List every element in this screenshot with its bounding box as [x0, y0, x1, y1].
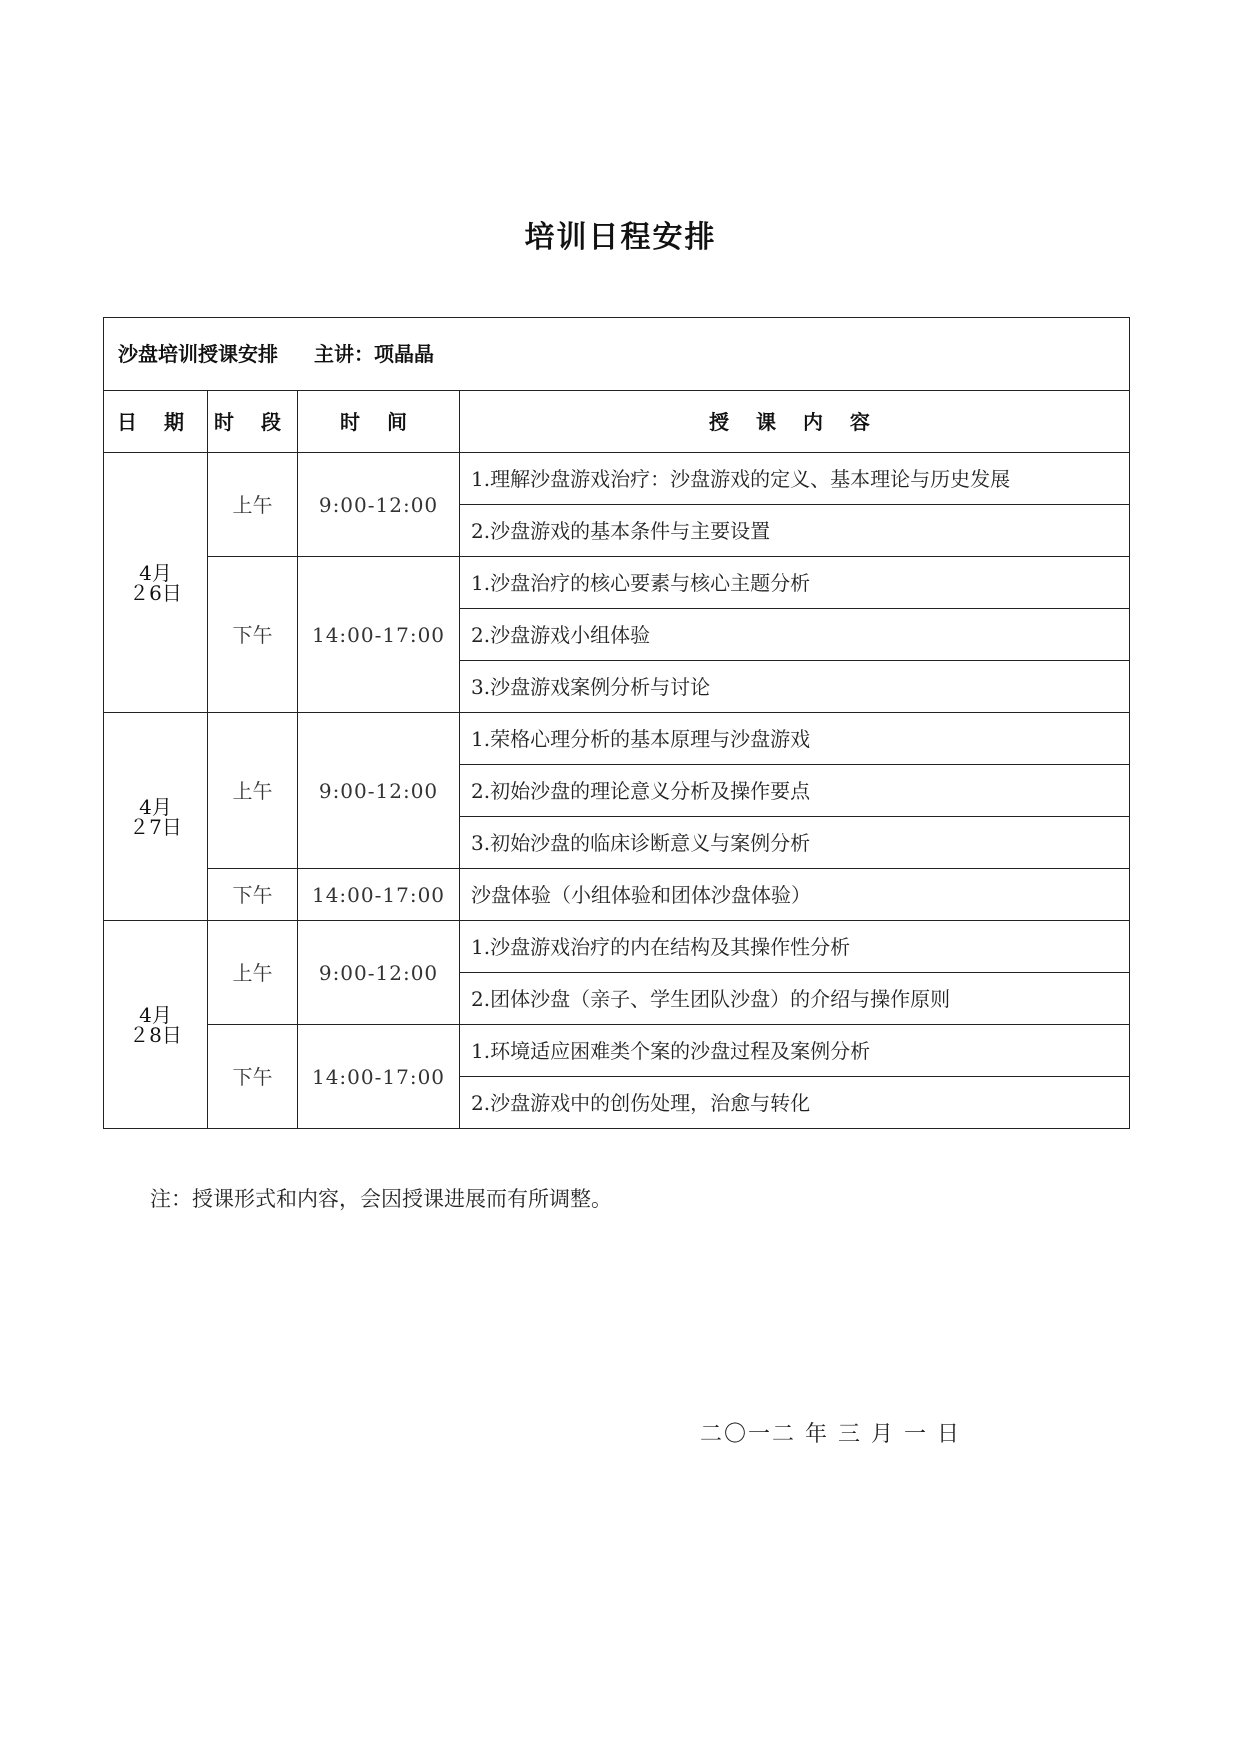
table-row	[104, 869, 1130, 921]
table-row	[104, 921, 1130, 973]
period-cell: 上午	[208, 921, 298, 1025]
table-row	[104, 1025, 1130, 1077]
header-content: 授 课 内 容	[460, 391, 1130, 453]
time-cell: 9:00-12:00	[298, 453, 460, 557]
time-cell: 14:00-17:00	[298, 869, 460, 921]
footnote: 注：授课形式和内容，会因授课进展而有所调整。	[150, 1187, 612, 1211]
course-name: 沙盘培训授课安排	[118, 342, 278, 366]
content-cell: 1.沙盘治疗的核心要素与核心主题分析	[460, 557, 1130, 609]
date-cell-day3	[104, 921, 208, 1129]
page-title: 培训日程安排	[524, 220, 717, 255]
header-date: 日 期	[104, 391, 208, 453]
time-cell: 9:00-12:00	[298, 921, 460, 1025]
signature-date: 二〇一二 年 三 月 一 日	[700, 1422, 961, 1447]
period-cell: 下午	[208, 869, 298, 921]
content-cell: 沙盘体验（小组体验和团体沙盘体验）	[460, 869, 1130, 921]
time-cell: 9:00-12:00	[298, 713, 460, 869]
table-row	[104, 713, 1130, 765]
date-month: 4月	[139, 794, 172, 819]
schedule-table	[103, 317, 1130, 1129]
period-cell: 上午	[208, 713, 298, 869]
table-row	[104, 557, 1130, 609]
date-day: ２8日	[129, 1022, 182, 1047]
content-cell: 1.沙盘游戏治疗的内在结构及其操作性分析	[460, 921, 1130, 973]
period-cell: 下午	[208, 1025, 298, 1129]
header-row	[104, 391, 1130, 453]
course-info-cell	[104, 318, 1130, 391]
header-period: 时 段	[208, 391, 298, 453]
content-cell: 2.初始沙盘的理论意义分析及操作要点	[460, 765, 1130, 817]
info-row	[104, 318, 1130, 391]
content-cell: 1.荣格心理分析的基本原理与沙盘游戏	[460, 713, 1130, 765]
content-cell: 2.沙盘游戏小组体验	[460, 609, 1130, 661]
content-cell: 2.沙盘游戏中的创伤处理，治愈与转化	[460, 1077, 1130, 1129]
time-cell: 14:00-17:00	[298, 557, 460, 713]
period-cell: 上午	[208, 453, 298, 557]
date-cell-day1	[104, 453, 208, 713]
content-cell: 2.沙盘游戏的基本条件与主要设置	[460, 505, 1130, 557]
time-cell: 14:00-17:00	[298, 1025, 460, 1129]
content-cell: 1.理解沙盘游戏治疗：沙盘游戏的定义、基本理论与历史发展	[460, 453, 1130, 505]
table-row	[104, 453, 1130, 505]
lecturer-name: 主讲：项晶晶	[314, 342, 434, 366]
header-time: 时 间	[298, 391, 460, 453]
content-cell: 3.初始沙盘的临床诊断意义与案例分析	[460, 817, 1130, 869]
date-month: 4月	[139, 1002, 172, 1027]
content-cell: 2.团体沙盘（亲子、学生团队沙盘）的介绍与操作原则	[460, 973, 1130, 1025]
date-day: ２7日	[129, 814, 182, 839]
date-day: ２6日	[129, 580, 182, 605]
period-cell: 下午	[208, 557, 298, 713]
date-month: 4月	[139, 560, 172, 585]
date-cell-day2	[104, 713, 208, 921]
content-cell: 1.环境适应困难类个案的沙盘过程及案例分析	[460, 1025, 1130, 1077]
content-cell: 3.沙盘游戏案例分析与讨论	[460, 661, 1130, 713]
